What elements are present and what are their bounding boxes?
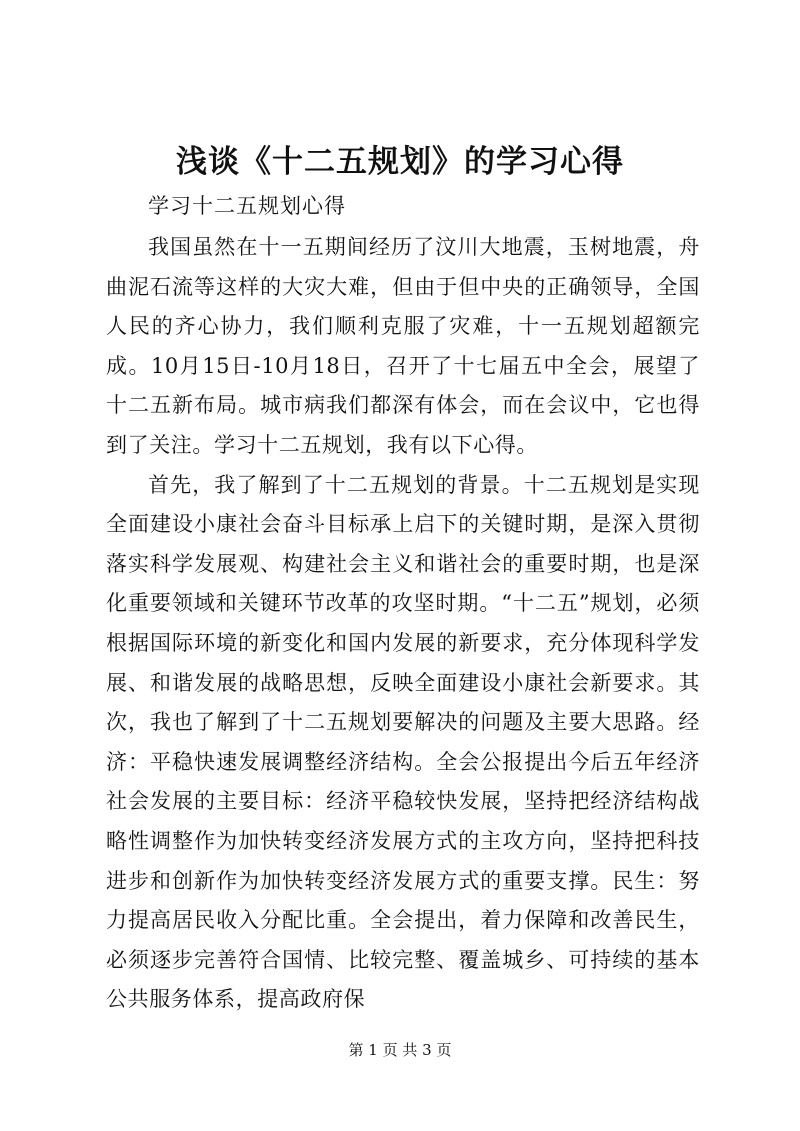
- document-title: 浅谈《十二五规划》的学习心得: [176, 144, 624, 180]
- body-paragraph: 我国虽然在十一五期间经历了汶川大地震，玉树地震，舟曲泥石流等这样的大灾大难，但由于但中央的正确领导，全国人民的齐心协力，我们顺利克服了灾难，十一五规划超额完成。10月15日-10月18日，召开了十七届五中全会，展望了十二五新布局。城市病我们都深有体会，而在会议中，它也得到了关注。学习十二五规划，我有以下心得。: [106, 235, 700, 457]
- document-body: [106, 228, 700, 1020]
- document-subtitle: 学习十二五规划心得: [148, 194, 346, 218]
- page-footer: 第 1 页 共 3 页: [348, 1041, 452, 1059]
- body-paragraph: 首先，我了解到了十二五规划的背景。十二五规划是实现全面建设小康社会奋斗目标承上启下的关键时期，是深入贯彻落实科学发展观、构建社会主义和谐社会的重要时期，也是深化重要领域和关键环节改革的攻坚时期。“十二五”规划，必须根据国际环境的新变化和国内发展的新要求，充分体现科学发展、和谐发展的战略思想，反映全面建设小康社会新要求。其次，我也了解到了十二五规划要解决的问题及主要大思路。经济：平稳快速发展调整经济结构。全会公报提出今后五年经济社会发展的主要目标：经济平稳较快发展，坚持把经济结构战略性调整作为加快转变经济发展方式的主攻方向，坚持把科技进步和创新作为加快转变经济发展方式的重要支撑。民生：努力提高居民收入分配比重。全会提出，着力保障和改善民生，必须逐步完善符合国情、比较完整、覆盖城乡、可持续的基本公共服务体系，提高政府保: [106, 472, 700, 1012]
